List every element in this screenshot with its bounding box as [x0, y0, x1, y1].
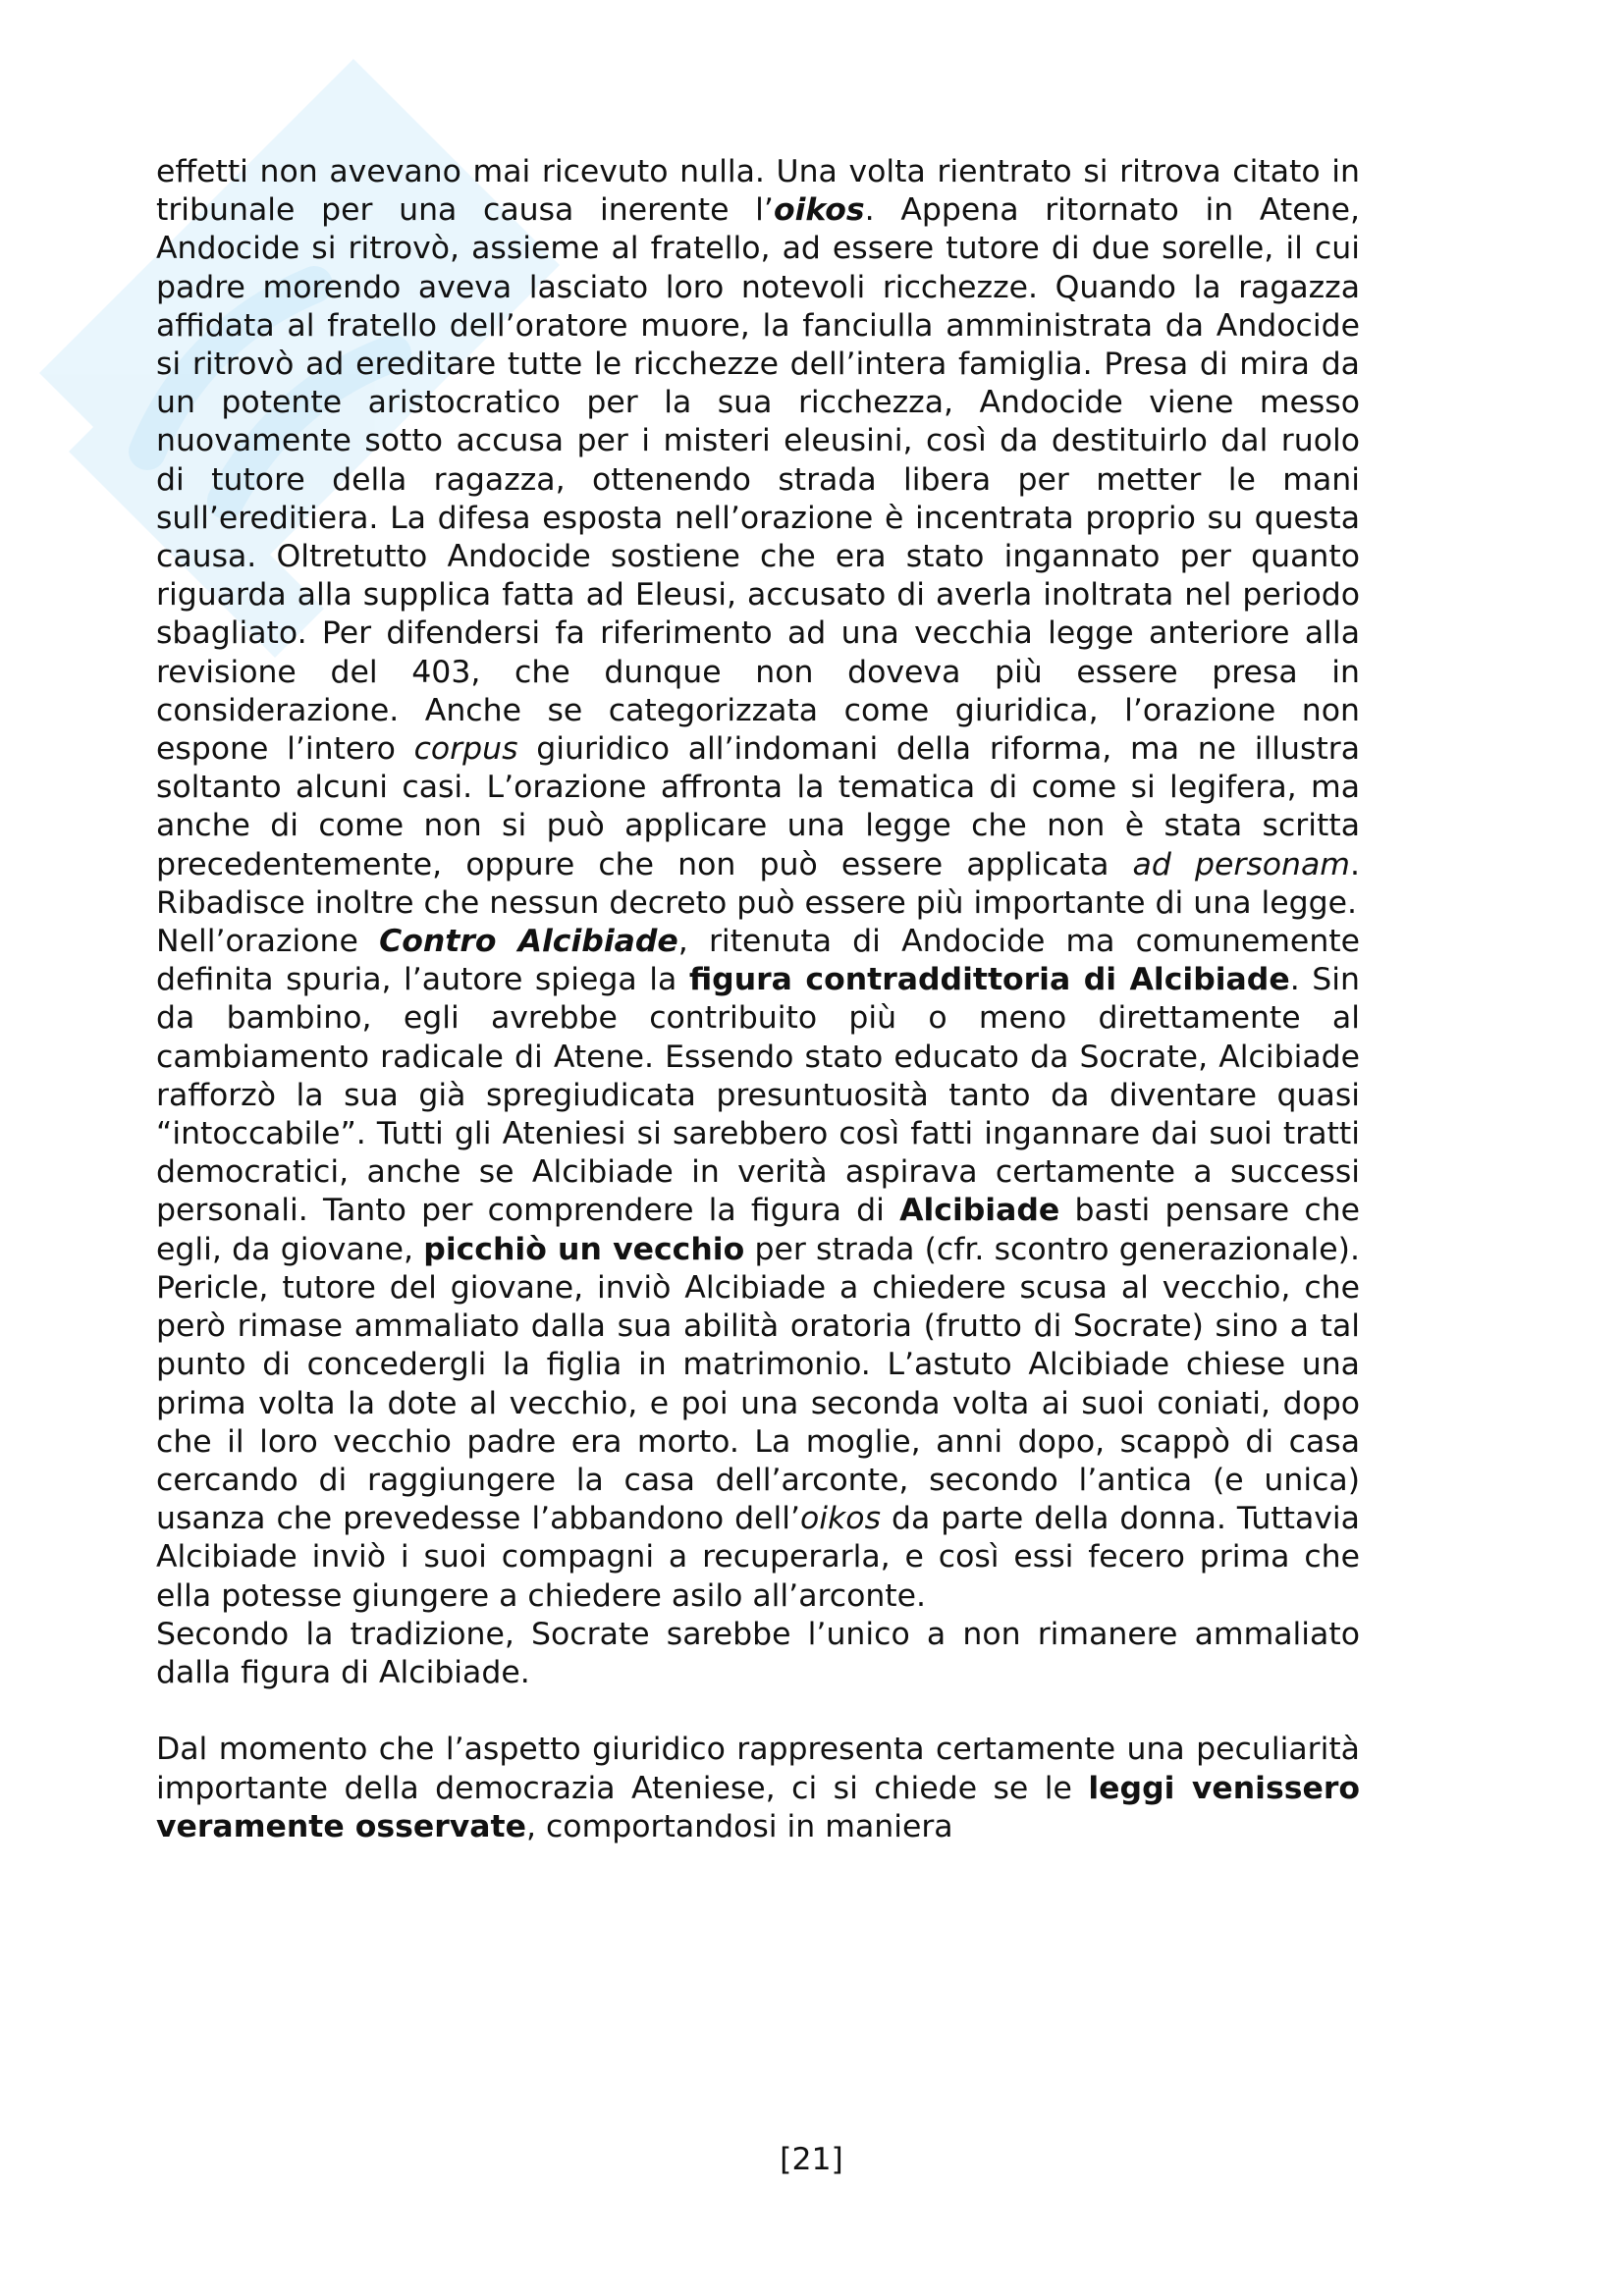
emphasized-text: Contro Alcibiade [379, 924, 678, 960]
text-run: Secondo la tradizione, Socrate sarebbe l’unico a non rimanere ammaliato dalla figura di Alcibiade. [156, 1616, 1360, 1690]
text-run: , ritenuta di Andocide ma comunemente definita spuria, l’autore spiega la [156, 924, 1361, 998]
emphasized-text: Alcibiade [899, 1193, 1060, 1229]
text-run: . Sin da bambino, egli avrebbe contribuito più o meno direttamente al cambiamento radicale di Atene. Essendo stato educato da Socrate, Alcibiade rafforzò la sua già spregiudicata presuntuosità tanto da diventare quasi “intoccabile”. Tutti gli Ateniesi si sarebbero così fatti ingannare dai suoi tratti democratici, anche se Alcibiade in verità aspirava certamente a successi personali. Tanto per comprendere la figura di [156, 962, 1360, 1229]
paragraph [156, 1616, 1360, 1692]
emphasized-text: leggi venissero veramente osservate [156, 1770, 1360, 1844]
paragraph [156, 153, 1360, 923]
text-run: Nell’orazione [156, 924, 380, 960]
text-run: . Appena ritornato in Atene, Andocide si ritrovò, assieme al fratello, ad essere tutore di due sorelle, il cui padre morendo aveva lasciato loro notevoli ricchezze. Quando la ragazza affidata al fratello dell’oratore muore, la fanciulla amministrata da Andocide si ritrovò ad ereditare tutte le ricchezze dell’intera famiglia. Presa di mira da un potente aristocratico per la sua ricchezza, Andocide viene messo nuovamente sotto accusa per i misteri eleusini, così da destituirlo dal ruolo di tutore della ragazza, ottenendo strada libera per metter le mani sull’ereditiera. La difesa esposta nell’orazione è incentrata proprio su questa causa. Oltretutto Andocide sostiene che era stato ingannato per quanto riguarda alla supplica fatta ad Eleusi, accusato di averla inoltrata nel periodo sbagliato. Per difendersi fa riferimento ad una vecchia legge anteriore alla revisione del 403, che dunque non doveva più essere presa in considerazione. Anche se categorizzata come giuridica, l’orazione non espone l’intero [156, 192, 1361, 768]
page-number: [21] [780, 2142, 843, 2177]
text-run: da parte della donna. Tuttavia Alcibiade inviò i suoi compagni a recuperarla, e così essi fecero prima che ella potesse giungere a chiedere asilo all’arconte. [156, 1501, 1360, 1614]
text-run: Dal momento che l’aspetto giuridico rappresenta certamente una peculiarità importante della democrazia Ateniese, ci si chiede se le [156, 1732, 1360, 1806]
paragraph [156, 923, 1360, 1616]
paragraph [156, 1731, 1360, 1846]
emphasized-text: figura contraddittoria di Alcibiade [688, 962, 1290, 998]
emphasized-text: corpus [413, 731, 518, 768]
text-run: per strada (cfr. scontro generazionale). Pericle, tutore del giovane, inviò Alcibiade a chiedere scusa al vecchio, che però rimase ammaliato dalla sua abilità oratoria (frutto di Socrate) sino a tal punto di concedergli la figlia in matrimonio. L’astuto Alcibiade chiese una prima volta la dote al vecchio, e poi una seconda volta ai suoi coniati, dopo che il loro vecchio padre era morto. La moglie, anni dopo, scappò di casa cercando di raggiungere la casa dell’arconte, secondo l’antica (e unica) usanza che prevedesse l’abbandono dell’ [156, 1231, 1360, 1537]
text-run: effetti non avevano mai ricevuto nulla. Una volta rientrato si ritrova citato in tribunale per una causa inerente l’ [156, 154, 1360, 229]
emphasized-text: picchiò un vecchio [423, 1231, 745, 1267]
text-run: giuridico all’indomani della riforma, ma ne illustra soltanto alcuni casi. L’orazione affronta la tematica di come si legifera, ma anche di come non si può applicare una legge che non è stata scritta precedentemente, oppure che non può essere applicata [156, 731, 1361, 882]
text-run: , comportandosi in maniera [525, 1808, 953, 1844]
text-run: . Ribadisce inoltre che nessun decreto può essere più importante di una legge. [156, 846, 1360, 921]
emphasized-text: ad personam [1132, 846, 1350, 882]
emphasized-text: oikos [773, 192, 865, 229]
emphasized-text: oikos [800, 1501, 881, 1537]
text-run: basti pensare che egli, da giovane, [156, 1193, 1360, 1267]
body-text [156, 153, 1360, 1846]
